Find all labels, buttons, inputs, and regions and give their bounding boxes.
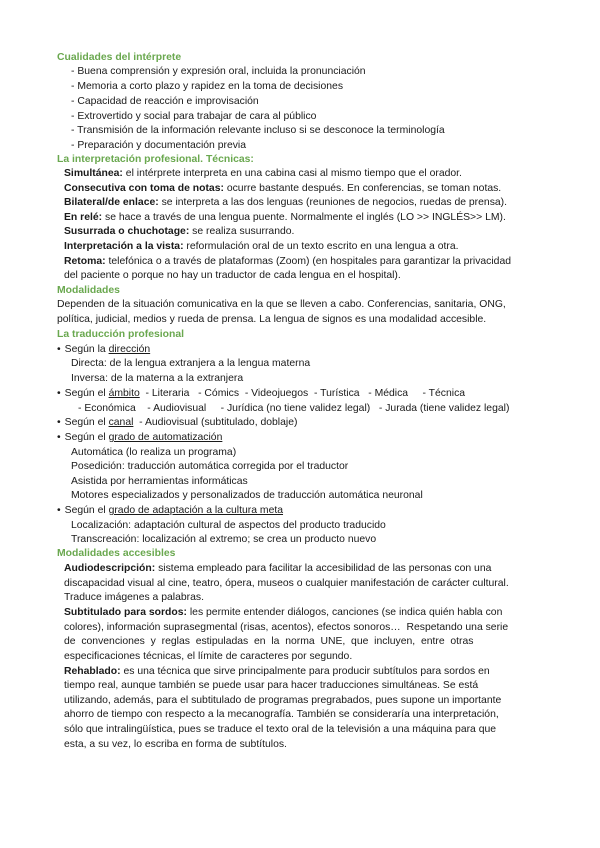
bullet-term: grado de automatización (108, 432, 223, 443)
technique-text: el intérprete interpreta en una cabina casi al mismo tiempo que el orador. (122, 168, 462, 179)
bullet-prefix: Según el (64, 432, 109, 443)
paragraph-line: Traduce imágenes a palabras. (64, 592, 204, 603)
technique-item (0, 167, 600, 181)
list-item: - Buena comprensión y expresión oral, incluida la pronunciación (71, 66, 366, 77)
paragraph-term: Subtitulado para sordos: (64, 607, 187, 618)
paragraph-rehablado (0, 665, 600, 679)
bullet-term: grado de adaptación a la cultura meta (108, 505, 284, 516)
technique-text: ocurre bastante después. En conferencias, se toman notas. (223, 183, 502, 194)
paragraph-line: tiempo real, aunque también se puede usar para hacer traducciones simultáneas. Se está (64, 680, 479, 691)
bullet-icon: • (57, 417, 61, 428)
list-item: Inversa: de la materna a la extranjera (71, 373, 244, 384)
bullet-rest: - Literaria - Cómics - Videojuegos - Turística - Médica - Técnica (139, 388, 466, 399)
list-item: Directa: de la lengua extranjera a la lengua materna (71, 358, 311, 369)
paragraph-line: Dependen de la situación comunicativa en la que se lleven a cabo. Conferencias, sanitaria, ONG, (57, 299, 506, 310)
heading-traduccion: La traducción profesional (57, 329, 185, 340)
list-item: - Extrovertido y social para trabajar de cara al público (71, 111, 317, 122)
technique-term: Bilateral/de enlace: (64, 197, 159, 208)
paragraph-term: Rehablado: (64, 666, 121, 677)
paragraph-text: les permite entender diálogos, canciones (se indica quién habla con (186, 607, 503, 618)
bullet-prefix: Según la (64, 344, 109, 355)
ambito-line2: - Económica - Audiovisual - Jurídica (no tiene validez legal) - Jurada (tiene validez legal) (78, 403, 510, 414)
paragraph-line: ahorro de tiempo con respecto a la mecanografía. También se consideraría una interpretación, (64, 709, 499, 720)
bullet-automatizacion (0, 431, 600, 445)
technique-text: se hace a través de una lengua puente. Normalmente el inglés (LO >> INGLÉS>> LM). (102, 212, 506, 223)
bullet-prefix: Según el (64, 417, 109, 428)
technique-item (0, 240, 600, 254)
technique-term: En relé: (64, 212, 103, 223)
bullet-term: ámbito (108, 388, 140, 399)
list-item: - Capacidad de reacción e improvisación (71, 96, 259, 107)
technique-term: Susurrada o chuchotage: (64, 226, 190, 237)
bullet-term: dirección (108, 344, 151, 355)
bullet-icon: • (57, 344, 61, 355)
technique-continuation: del paciente o porque no hay un traductor de cada lengua en el hospital). (64, 270, 401, 281)
list-item: - Transmisión de la información relevante incluso si se desconoce la terminología (71, 125, 445, 136)
technique-item (0, 211, 600, 225)
paragraph-term: Audiodescripción: (64, 563, 156, 574)
paragraph-text: sistema empleado para facilitar la accesibilidad de las personas con una (155, 563, 492, 574)
paragraph-line: política, judicial, medios y rueda de prensa. La lengua de signos es una modalidad accesible. (57, 314, 487, 325)
bullet-term: canal (108, 417, 134, 428)
technique-item (0, 225, 600, 239)
bullet-canal (0, 416, 600, 430)
heading-tecnicas: La interpretación profesional. Técnicas: (57, 154, 254, 165)
paragraph-line: utilizando, además, para el subtitulado de programas pregrabados, pues supone un importante (64, 695, 502, 706)
technique-term: Interpretación a la vista: (64, 241, 184, 252)
paragraph-line: de convenciones y reglas estipuladas en la norma UNE, que incluyen, entre otras (64, 636, 474, 647)
heading-modalidades: Modalidades (57, 285, 120, 296)
list-item: - Preparación y documentación previa (71, 140, 247, 151)
technique-item (0, 196, 600, 210)
bullet-adaptacion (0, 504, 600, 518)
bullet-prefix: Según el (64, 388, 109, 399)
bullet-direccion (0, 343, 600, 357)
paragraph-line: discapacidad visual al cine, teatro, ópera, museos o cualquier manifestación de carácter cultural. (64, 578, 509, 589)
technique-term: Retoma: (64, 256, 106, 267)
list-item: Posedición: traducción automática corregida por el traductor (71, 461, 349, 472)
paragraph-line: sólo que intralingüística, pues se traduce el texto oral de la televisión a una máquina para que (64, 724, 497, 735)
technique-term: Consecutiva con toma de notas: (64, 183, 224, 194)
bullet-rest: - Audiovisual (subtitulado, doblaje) (133, 417, 298, 428)
list-item: - Memoria a corto plazo y rapidez en la toma de decisiones (71, 81, 344, 92)
paragraph-text: es una técnica que sirve principalmente para producir subtítulos para sordos en (120, 666, 490, 677)
technique-text: se interpreta a las dos lenguas (reuniones de negocios, ruedas de prensa). (158, 197, 508, 208)
paragraph-subtitulado (0, 606, 600, 620)
paragraph-audiodescripcion (0, 562, 600, 576)
paragraph-line: especificaciones técnicas, el límite de caracteres por segundo. (64, 651, 353, 662)
list-item: Localización: adaptación cultural de aspectos del producto traducido (71, 520, 386, 531)
technique-text: se realiza susurrando. (189, 226, 295, 237)
technique-term: Simultánea: (64, 168, 123, 179)
technique-item (0, 255, 600, 269)
list-item: Asistida por herramientas informáticas (71, 476, 248, 487)
list-item: Automática (lo realiza un programa) (71, 447, 237, 458)
bullet-ambito (0, 387, 600, 401)
bullet-prefix: Según el (64, 505, 109, 516)
bullet-icon: • (57, 432, 61, 443)
heading-cualidades: Cualidades del intérprete (57, 52, 182, 63)
technique-text: telefónica o a través de plataformas (Zoom) (en hospitales para garantizar la privacidad (105, 256, 512, 267)
heading-accesibles: Modalidades accesibles (57, 548, 176, 559)
paragraph-line: colores), información suprasegmental (risas, acentos), efectos sonoros… Respetando una serie (64, 622, 509, 633)
list-item: Motores especializados y personalizados de traducción automática neuronal (71, 490, 423, 501)
list-item: Transcreación: localización al extremo; se crea un producto nuevo (71, 534, 377, 545)
bullet-icon: • (57, 505, 61, 516)
technique-item (0, 182, 600, 196)
paragraph-line: esta, a su vez, lo escriba en forma de subtítulos. (64, 739, 287, 750)
bullet-icon: • (57, 388, 61, 399)
technique-text: reformulación oral de un texto escrito en una lengua a otra. (183, 241, 459, 252)
